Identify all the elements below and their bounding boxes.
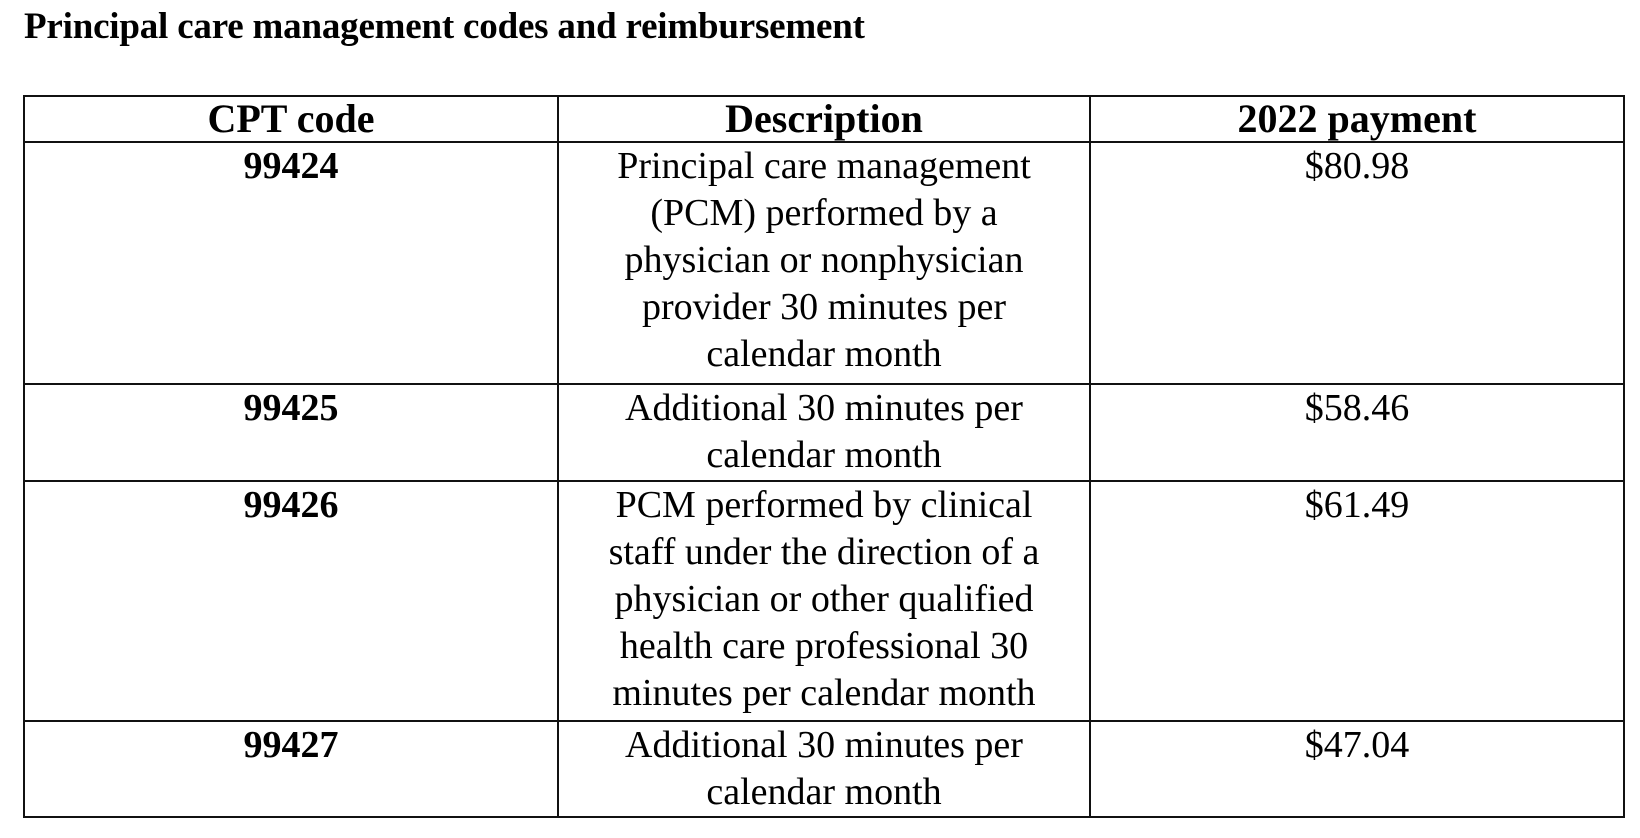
description-text: Principal care management (PCM) performed by a physician or nonphysician provider 30 minutes per calendar month <box>617 145 1031 375</box>
description-text: Additional 30 minutes per calendar month <box>625 387 1023 476</box>
payment-cell: $80.98 <box>1090 142 1624 384</box>
header-2022-payment: 2022 payment <box>1090 96 1624 142</box>
table-row <box>24 142 1624 384</box>
cpt-code-cell: 99426 <box>24 481 558 721</box>
description-cell <box>558 384 1090 481</box>
cpt-code-cell: 99427 <box>24 721 558 817</box>
table-row <box>24 384 1624 481</box>
table-row <box>24 721 1624 817</box>
description-text: Additional 30 minutes per calendar month <box>625 724 1023 813</box>
table-row <box>24 481 1624 721</box>
document-title: Principal care management codes and reimbursement <box>24 6 865 47</box>
cpt-reimbursement-table <box>23 95 1625 818</box>
description-cell <box>558 721 1090 817</box>
description-cell <box>558 481 1090 721</box>
payment-cell: $58.46 <box>1090 384 1624 481</box>
table-header-row <box>24 96 1624 142</box>
payment-cell: $47.04 <box>1090 721 1624 817</box>
payment-cell: $61.49 <box>1090 481 1624 721</box>
description-text: PCM performed by clinical staff under the direction of a physician or other qualified health care professional 30 minutes per calendar month <box>608 484 1040 714</box>
cpt-code-cell: 99424 <box>24 142 558 384</box>
header-cpt-code: CPT code <box>24 96 558 142</box>
cpt-code-cell: 99425 <box>24 384 558 481</box>
header-description: Description <box>558 96 1090 142</box>
description-cell <box>558 142 1090 384</box>
